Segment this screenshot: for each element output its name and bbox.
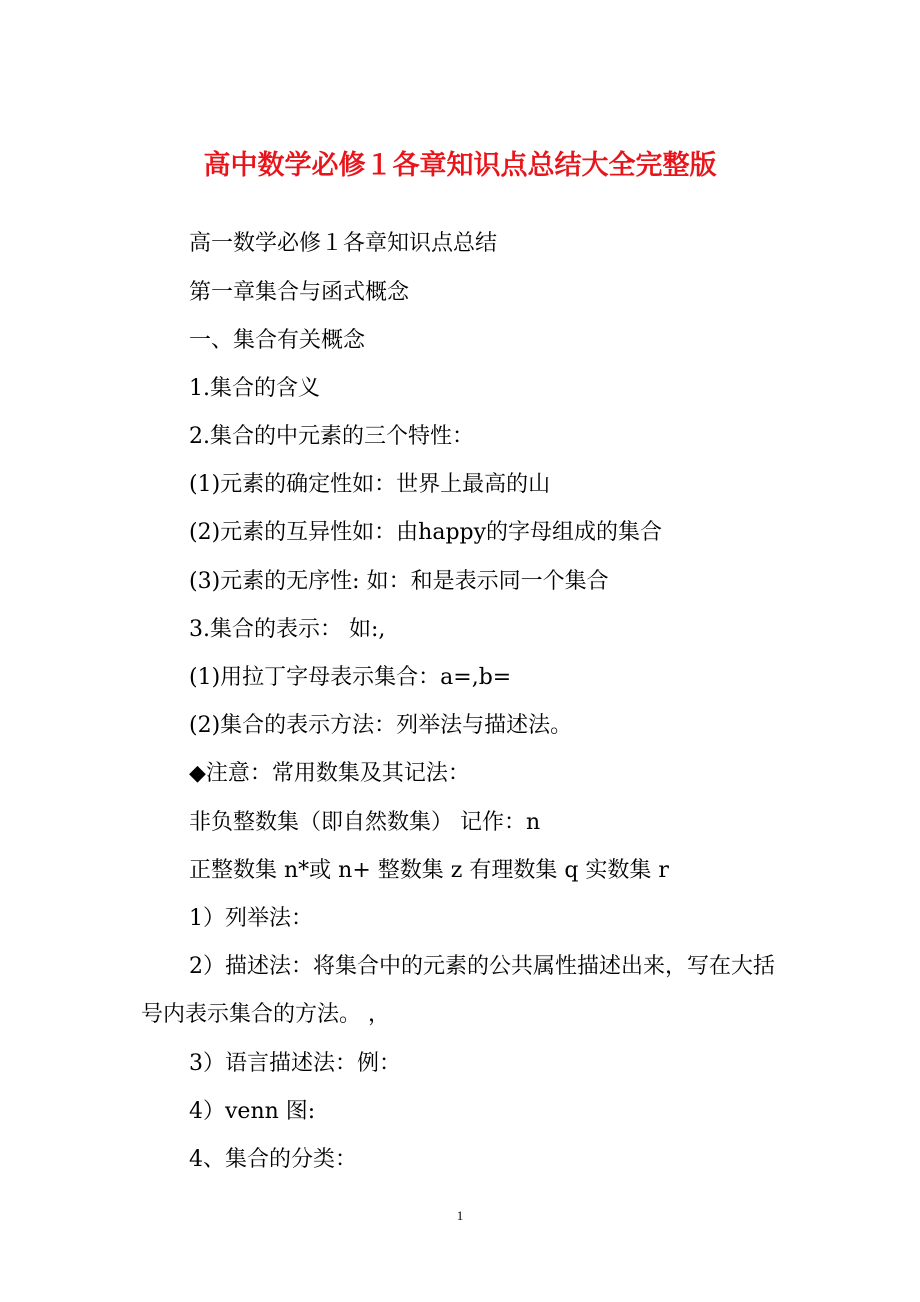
page-number: 1: [456, 1208, 464, 1223]
paragraph: (2)元素的互异性如：由happy的字母组成的集合: [189, 520, 663, 545]
paragraph: 高一数学必修１各章知识点总结: [189, 231, 498, 256]
paragraph: 非负整数集（即自然数集） 记作：n: [189, 810, 541, 835]
paragraph: (2)集合的表示方法：列举法与描述法。: [189, 713, 573, 738]
paragraph: 4）venn 图:: [189, 1099, 316, 1124]
paragraph: (3)元素的无序性: 如：和是表示同一个集合: [189, 569, 609, 594]
paragraph: 2）描述法：将集合中的元素的公共属性描述出来，写在大括号内表示集合的方法。 ，: [141, 954, 775, 1027]
paragraph: 1）列举法：: [189, 906, 313, 931]
paragraph: 正整数集 n*或 n+ 整数集 z 有理数集 q 实数集 r: [189, 858, 669, 883]
document-title: 高中数学必修１各章知识点总结大全完整版: [203, 150, 717, 181]
paragraph: 一、集合有关概念: [189, 328, 366, 353]
paragraph: (1)元素的确定性如：世界上最高的山: [189, 472, 551, 497]
paragraph: 3.集合的表示： 如:,: [189, 617, 386, 642]
paragraph: 1.集合的含义: [189, 376, 320, 401]
paragraph: (1)用拉丁字母表示集合：a=,b=: [189, 665, 512, 690]
paragraph: 第一章集合与函式概念: [189, 280, 410, 305]
paragraph: 2.集合的中元素的三个特性：: [189, 424, 474, 449]
paragraph: ◆注意：常用数集及其记法：: [189, 761, 470, 786]
paragraph: 4、集合的分类：: [189, 1147, 357, 1172]
paragraph: 3）语言描述法：例：: [189, 1051, 401, 1076]
